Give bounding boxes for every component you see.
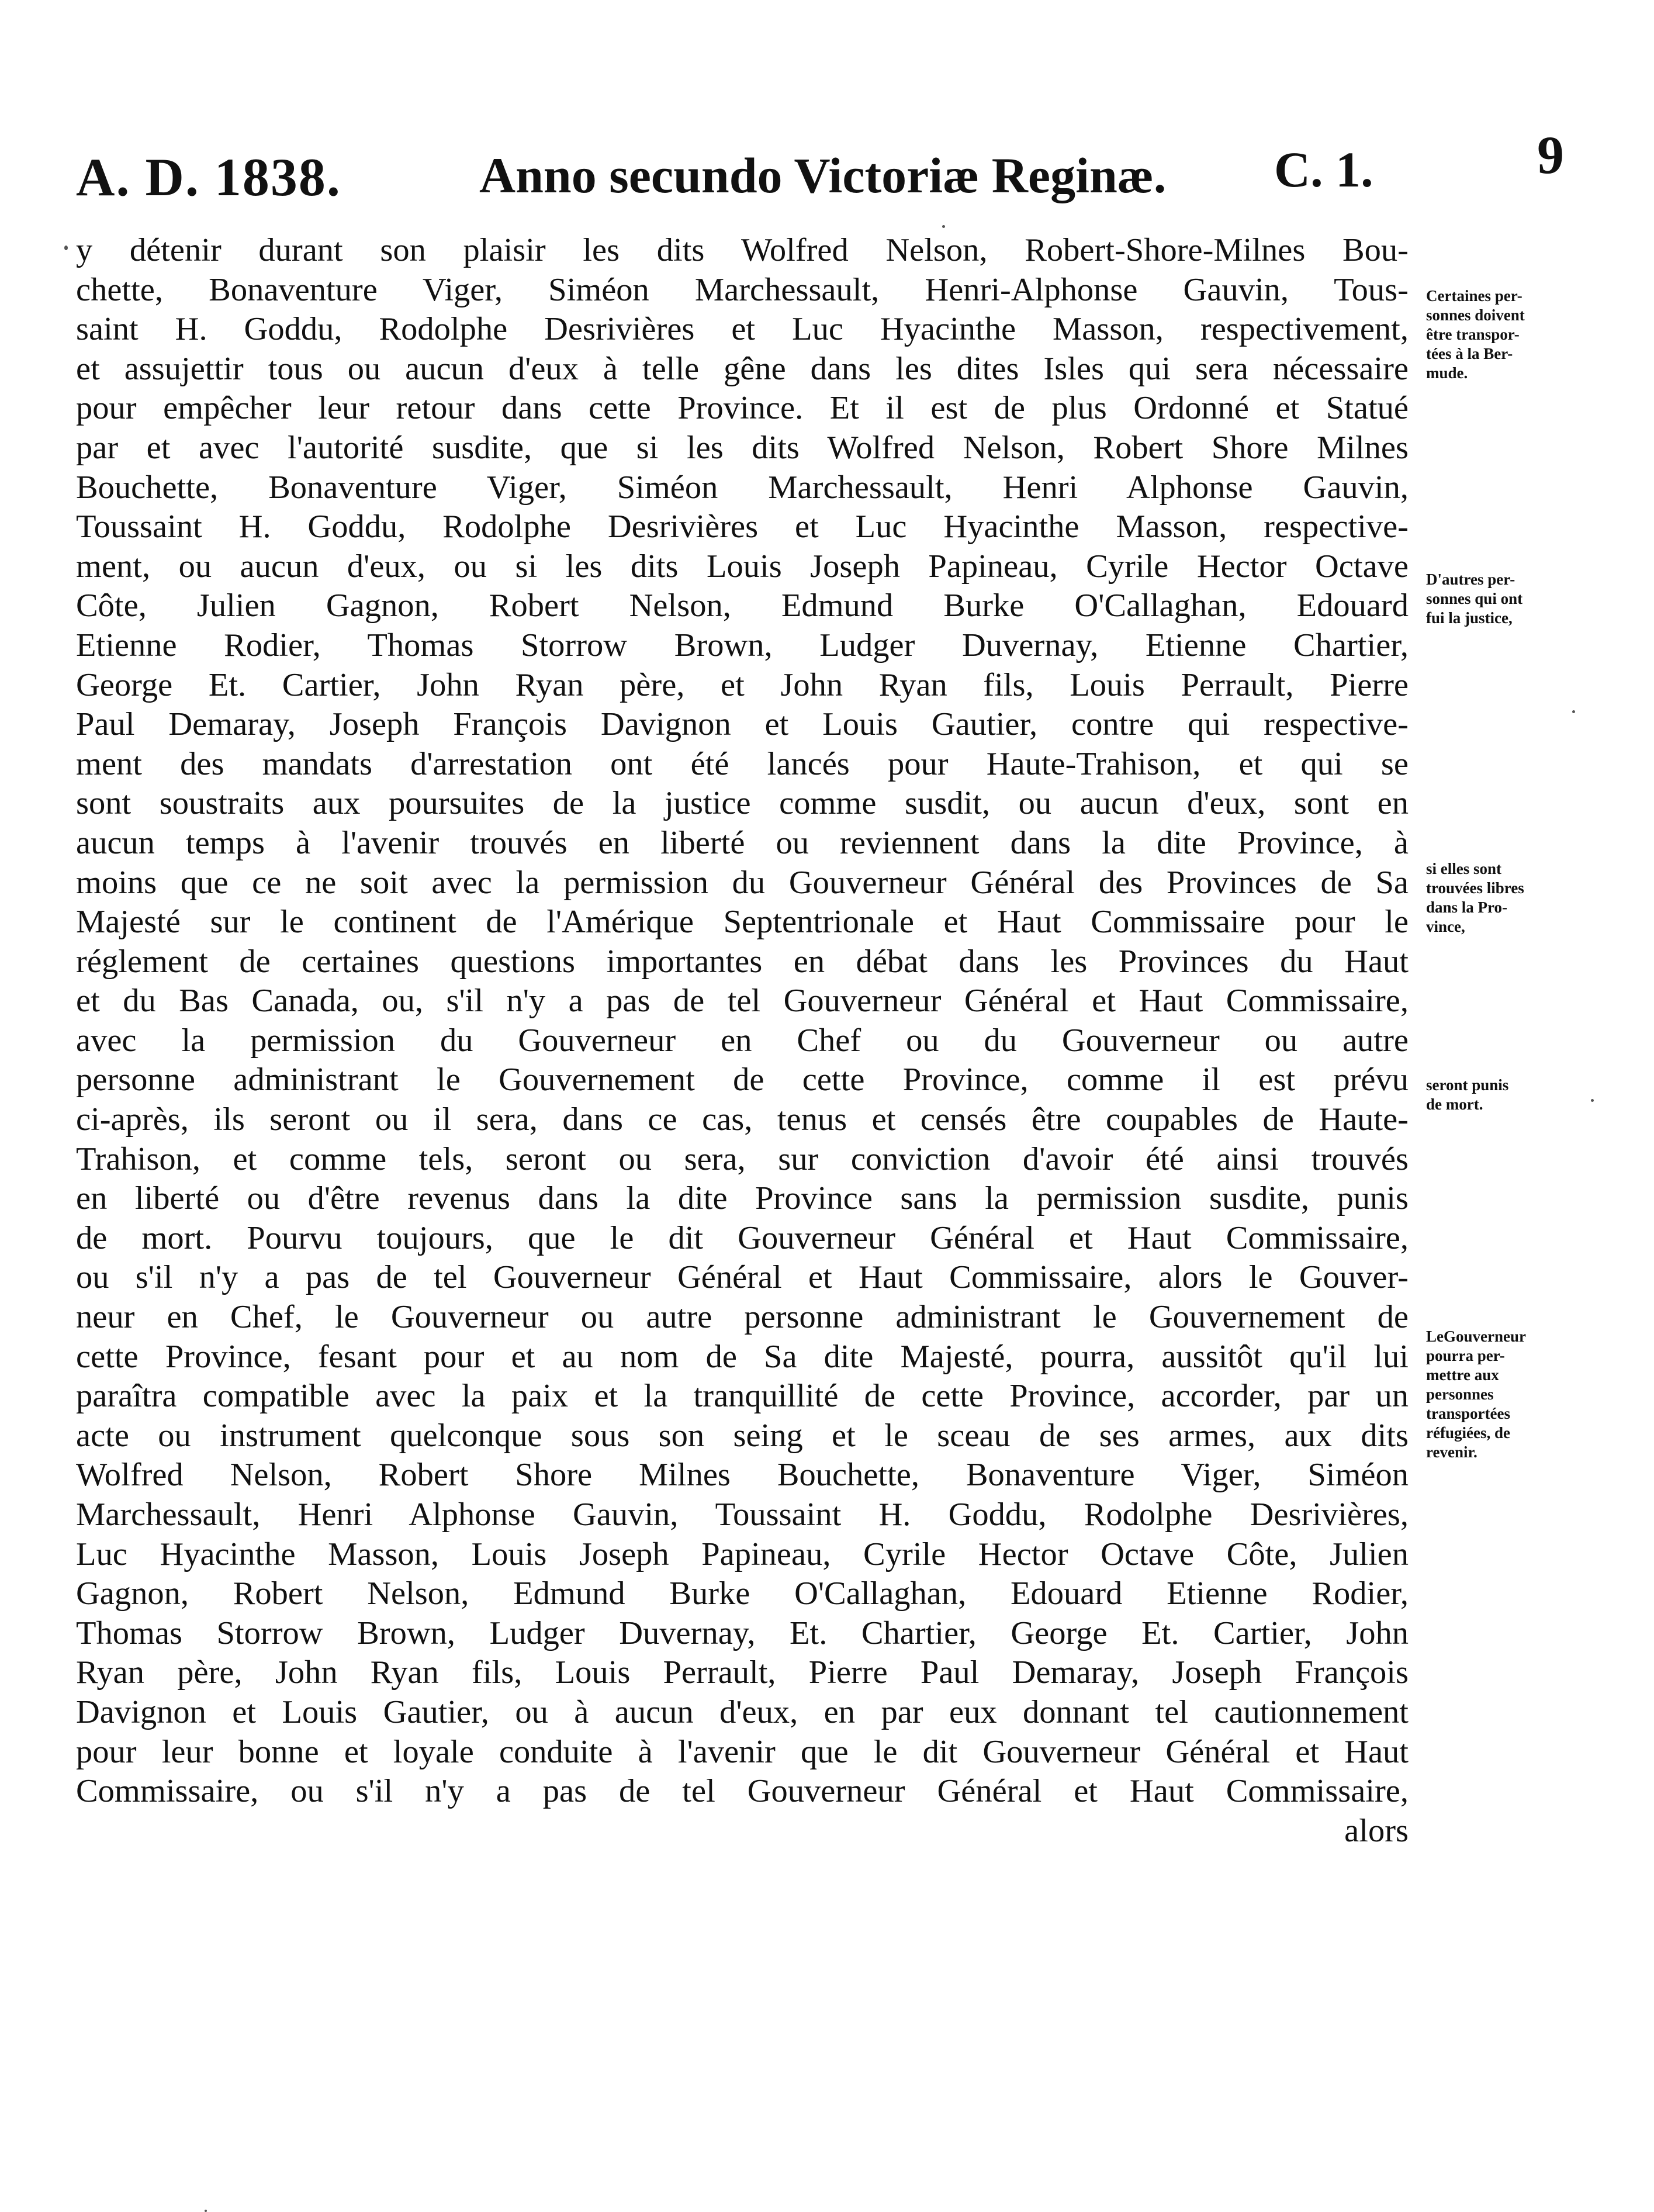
text-line: sont soustraits aux poursuites de la justice comme susdit, ou aucun d'eux, sont en	[76, 785, 1409, 822]
text-line: et assujettir tous ou aucun d'eux à telle gêne dans les dites Isles qui sera nécessaire	[76, 350, 1409, 387]
text-line: y détenir durant son plaisir les dits Wolfred Nelson, Robert-Shore-Milnes Bou-	[76, 232, 1409, 268]
text-line: Commissaire, ou s'il n'y a pas de tel Gouverneur Général et Haut Commissaire,	[76, 1773, 1409, 1810]
margin-note-line: trouvées libres	[1426, 879, 1524, 897]
text-line: réglement de certaines questions importantes en débat dans les Provinces du Haut	[76, 943, 1409, 980]
print-speck	[942, 225, 945, 228]
print-speck	[205, 2210, 207, 2212]
running-header	[76, 111, 1572, 205]
margin-note-line: fui la justice,	[1426, 609, 1513, 627]
text-line: ment des mandats d'arrestation ont été lancés pour Haute-Trahison, et qui se	[76, 745, 1409, 782]
text-line: Majesté sur le continent de l'Amérique Septentrionale et Haut Commissaire pour le	[76, 904, 1409, 941]
text-line: de mort. Pourvu toujours, que le dit Gouverneur Général et Haut Commissaire,	[76, 1219, 1409, 1256]
text-line: Wolfred Nelson, Robert Shore Milnes Bouchette, Bonaventure Viger, Siméon	[76, 1457, 1409, 1494]
print-speck	[64, 246, 68, 250]
text-line: Trahison, et comme tels, seront ou sera, sur conviction d'avoir été ainsi trouvés	[76, 1140, 1409, 1177]
text-line: Etienne Rodier, Thomas Storrow Brown, Ludger Duvernay, Etienne Chartier,	[76, 627, 1409, 663]
text-line: par et avec l'autorité susdite, que si les dits Wolfred Nelson, Robert Shore Milnes	[76, 429, 1409, 466]
margin-note-line: mude.	[1426, 364, 1468, 382]
margin-note-governor-permission	[1426, 1327, 1596, 1462]
text-line: en liberté ou d'être revenus dans la dite Province sans la permission susdite, punis	[76, 1180, 1409, 1217]
margin-note-line: transportées	[1426, 1405, 1510, 1422]
text-line: Ryan père, John Ryan fils, Louis Perrault, Pierre Paul Demaray, Joseph François	[76, 1654, 1409, 1691]
text-line: ou s'il n'y a pas de tel Gouverneur Général et Haut Commissaire, alors le Gouver-	[76, 1259, 1409, 1296]
text-line: paraîtra compatible avec la paix et la tranquillité de cette Province, accorder, par un	[76, 1378, 1409, 1415]
text-line: neur en Chef, le Gouverneur ou autre personne administrant le Gouvernement de	[76, 1299, 1409, 1336]
margin-note-line: seront punis	[1426, 1076, 1509, 1094]
header-chapter: C. 1.	[1274, 141, 1373, 198]
margin-note-line: si elles sont	[1426, 860, 1502, 877]
print-speck	[1572, 710, 1575, 713]
margin-note-line: réfugiées, de	[1426, 1424, 1510, 1442]
print-speck	[1591, 1099, 1594, 1102]
header-year: A. D. 1838.	[76, 147, 341, 207]
page-number: 9	[1537, 125, 1564, 185]
margin-note-line: personnes	[1426, 1385, 1494, 1403]
margin-note-line: revenir.	[1426, 1443, 1477, 1461]
margin-note-line: Certaines per-	[1426, 287, 1522, 305]
catchword: alors	[1344, 1812, 1409, 1849]
text-line: aucun temps à l'avenir trouvés en liberté ou reviennent dans la dite Province, à	[76, 824, 1409, 861]
text-line: chette, Bonaventure Viger, Siméon Marchessault, Henri-Alphonse Gauvin, Tous-	[76, 271, 1409, 308]
text-line: George Et. Cartier, John Ryan père, et John Ryan fils, Louis Perrault, Pierre	[76, 666, 1409, 703]
text-line: Toussaint H. Goddu, Rodolphe Desrivières et Luc Hyacinthe Masson, respective-	[76, 509, 1409, 545]
text-line: Paul Demaray, Joseph François Davignon et Louis Gautier, contre qui respective-	[76, 706, 1409, 743]
text-line: et du Bas Canada, ou, s'il n'y a pas de tel Gouverneur Général et Haut Commissaire,	[76, 983, 1409, 1019]
margin-note-line: sonnes qui ont	[1426, 590, 1523, 607]
header-reign-title: Anno secundo Victoriæ Reginæ.	[479, 147, 1167, 203]
text-line: saint H. Goddu, Rodolphe Desrivières et Luc Hyacinthe Masson, respectivement,	[76, 311, 1409, 348]
margin-note-found-free	[1426, 859, 1596, 936]
text-line: Davignon et Louis Gautier, ou à aucun d'eux, en par eux donnant tel cautionnement	[76, 1693, 1409, 1730]
margin-note-line: LeGouverneur	[1426, 1328, 1526, 1345]
text-line: avec la permission du Gouverneur en Chef ou du Gouverneur ou autre	[76, 1022, 1409, 1059]
margin-note-line: D'autres per-	[1426, 571, 1515, 588]
margin-note-line: être transpor-	[1426, 326, 1520, 343]
margin-note-line: de mort.	[1426, 1095, 1483, 1113]
text-line: Thomas Storrow Brown, Ludger Duvernay, Et. Chartier, George Et. Cartier, John	[76, 1615, 1409, 1651]
margin-note-death-penalty	[1426, 1076, 1596, 1114]
margin-note-bermuda	[1426, 286, 1596, 383]
text-line: cette Province, fesant pour et au nom de Sa dite Majesté, pourra, aussitôt qu'il lui	[76, 1338, 1409, 1375]
margin-note-line: tées à la Ber-	[1426, 345, 1513, 362]
text-line: Gagnon, Robert Nelson, Edmund Burke O'Callaghan, Edouard Etienne Rodier,	[76, 1575, 1409, 1612]
text-line: acte ou instrument quelconque sous son seing et le sceau de ses armes, aux dits	[76, 1417, 1409, 1454]
margin-note-line: mettre aux	[1426, 1366, 1499, 1384]
text-line: ment, ou aucun d'eux, ou si les dits Louis Joseph Papineau, Cyrile Hector Octave	[76, 548, 1409, 585]
text-line: pour leur bonne et loyale conduite à l'avenir que le dit Gouverneur Général et Haut	[76, 1733, 1409, 1770]
margin-note-line: vince,	[1426, 918, 1465, 935]
text-line: Marchessault, Henri Alphonse Gauvin, Toussaint H. Goddu, Rodolphe Desrivières,	[76, 1496, 1409, 1533]
margin-note-line: pourra per-	[1426, 1347, 1505, 1364]
text-line: pour empêcher leur retour dans cette Province. Et il est de plus Ordonné et Statué	[76, 390, 1409, 427]
text-line: Luc Hyacinthe Masson, Louis Joseph Papineau, Cyrile Hector Octave Côte, Julien	[76, 1536, 1409, 1572]
text-line: moins que ce ne soit avec la permission du Gouverneur Général des Provinces de Sa	[76, 864, 1409, 901]
text-line: ci-après, ils seront ou il sera, dans ce cas, tenus et censés être coupables de Haute-	[76, 1101, 1409, 1138]
text-line: Côte, Julien Gagnon, Robert Nelson, Edmund Burke O'Callaghan, Edouard	[76, 587, 1409, 624]
text-line: personne administrant le Gouvernement de cette Province, comme il est prévu	[76, 1062, 1409, 1098]
margin-note-line: sonnes doivent	[1426, 306, 1525, 324]
margin-note-fled-justice	[1426, 570, 1596, 628]
text-line: Bouchette, Bonaventure Viger, Siméon Marchessault, Henri Alphonse Gauvin,	[76, 469, 1409, 506]
statute-body-text	[76, 231, 1409, 1851]
margin-note-line: dans la Pro-	[1426, 898, 1508, 916]
